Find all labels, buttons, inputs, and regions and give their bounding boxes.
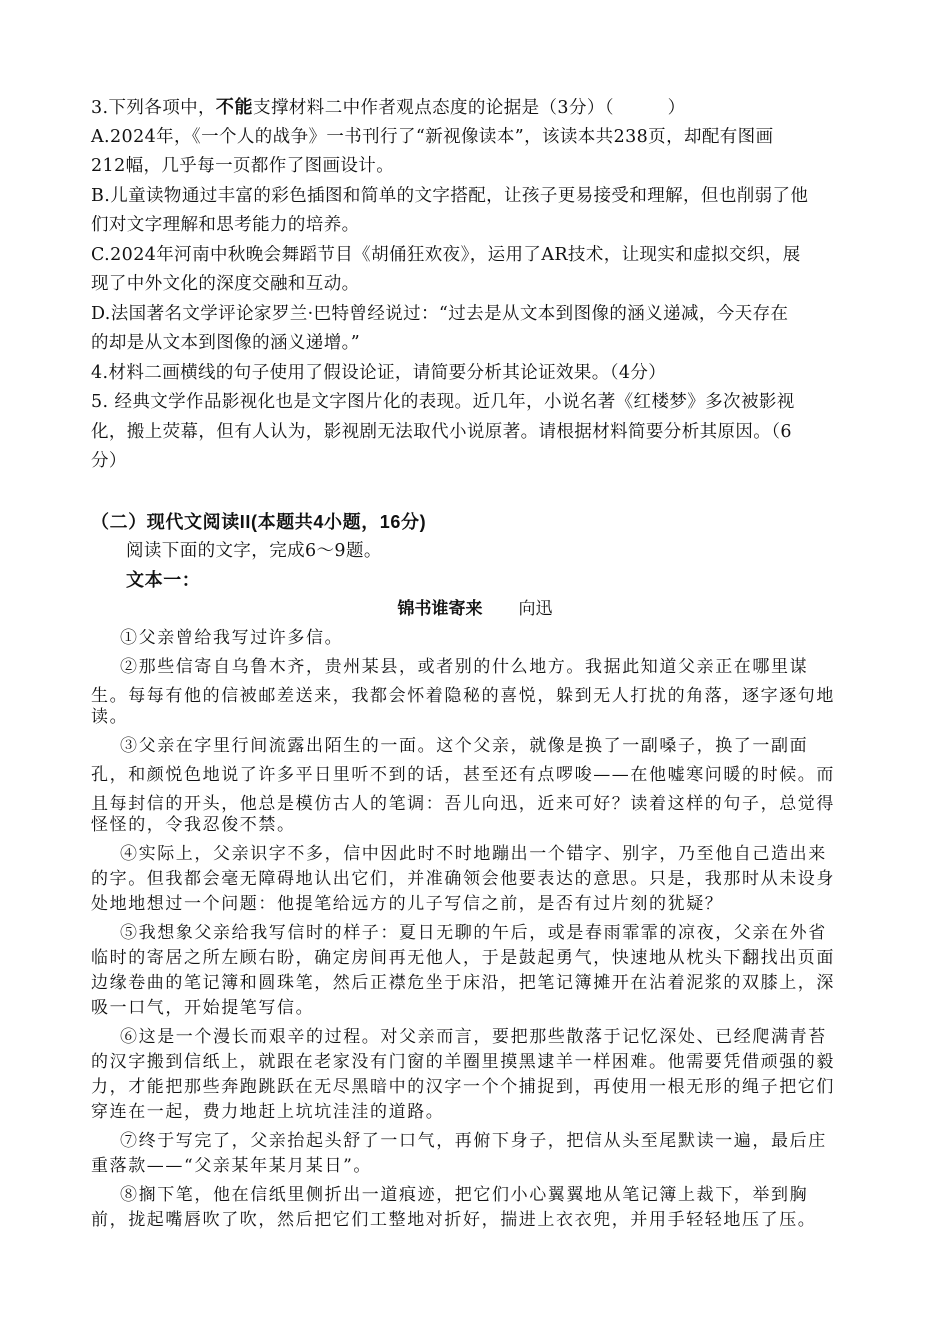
- paragraph-8-cont-1: 前，拢起嘴唇吹了吹，然后把它们工整地对折好，揣进上衣衣兜，并用手轻轻地压了压。: [91, 1210, 817, 1230]
- paragraph-6-cont-1: 的汉字搬到信纸上，就跟在老家没有门窗的羊圈里摸黑逮羊一样困难。他需要凭借顽强的毅: [91, 1052, 835, 1072]
- passage-title-line: [0, 596, 950, 622]
- question-3-option-b-cont: 们对文字理解和思考能力的培养。: [91, 215, 360, 235]
- paragraph-2-cont-1: 生。每每有他的信被邮差送来，我都会怀着隐秘的喜悦，躲到无人打扰的角落，逐字逐句地: [91, 686, 835, 706]
- paragraph-5: ⑤我想象父亲给我写信时的样子：夏日无聊的午后，或是春雨霏霏的凉夜，父亲在外省: [120, 923, 827, 943]
- question-5: 5. 经典文学作品影视化也是文字图片化的表现。近几年，小说名著《红楼梦》多次被影视: [91, 392, 795, 412]
- question-3-stem: [91, 94, 686, 121]
- paragraph-4-cont-2: 处地地想过一个问题：他提笔给远方的儿子写信之前，是否有过片刻的犹疑？: [91, 894, 724, 914]
- passage-title: 锦书谁寄来: [397, 599, 483, 619]
- question-3-prefix: 3.下列各项中，: [91, 98, 216, 118]
- section-heading: （二）现代文阅读II(本题共4小题，16分): [91, 512, 427, 532]
- paragraph-6-cont-3: 穿连在一起，费力地赶上坑坑洼洼的道路。: [91, 1102, 445, 1122]
- question-3-suffix: 支撑材料二中作者观点态度的论据是（3分）（ ）: [253, 98, 686, 118]
- question-3-option-d-cont: 的却是从文本到图像的涵义递增。”: [91, 333, 361, 353]
- question-3-option-d: D.法国著名文学评论家罗兰·巴特曾经说过：“过去是从文本到图像的涵义递减，今天存在: [91, 304, 789, 324]
- paragraph-7-cont-1: 重落款——“父亲某年某月某日”。: [91, 1156, 372, 1176]
- question-5-cont-1: 化，搬上荧幕，但有人认为，影视剧无法取代小说原著。请根据材料简要分析其原因。（6: [91, 422, 792, 442]
- section-instruction: 阅读下面的文字，完成6～9题。: [126, 541, 382, 561]
- question-3-option-a-cont: 212幅，几乎每一页都作了图画设计。: [91, 156, 395, 176]
- question-3-option-a: A.2024年，《一个人的战争》一书刊行了“新视像读本”，该读本共238页，却配有图画: [91, 127, 774, 147]
- paragraph-2: ②那些信寄自乌鲁木齐，贵州某县，或者别的什么地方。我据此知道父亲正在哪里谋: [120, 657, 809, 677]
- paragraph-6-cont-2: 力，才能把那些奔跑跳跃在无尽黑暗中的汉字一个个捕捉到，再使用一根无形的绳子把它们: [91, 1077, 835, 1097]
- paragraph-5-cont-3: 吸一口气，开始提笔写信。: [91, 998, 315, 1018]
- passage-author: 向迅: [518, 599, 553, 619]
- paragraph-1: ①父亲曾给我写过许多信。: [120, 628, 344, 648]
- paragraph-3: ③父亲在字里行间流露出陌生的一面。这个父亲，就像是换了一副嗓子，换了一副面: [120, 736, 809, 756]
- paragraph-4: ④实际上，父亲识字不多，信中因此时不时地蹦出一个错字、别字，乃至他自己造出来: [120, 844, 827, 864]
- paragraph-7: ⑦终于写完了，父亲抬起头舒了一口气，再俯下身子，把信从头至尾默读一遍，最后庄: [120, 1131, 827, 1151]
- paragraph-3-cont-1: 孔，和颜悦色地说了许多平日里听不到的话，甚至还有点啰唆——在他嘘寒问暖的时候。而: [91, 765, 835, 785]
- paragraph-5-cont-2: 边缘卷曲的笔记簿和圆珠笔，然后正襟危坐于床沿，把笔记簿摊开在沾着泥浆的双膝上，深: [91, 973, 835, 993]
- question-3-option-c: C.2024年河南中秋晚会舞蹈节目《胡俑狂欢夜》，运用了AR技术，让现实和虚拟交织，展: [91, 245, 801, 265]
- text-label: 文本一：: [126, 570, 201, 590]
- paragraph-8: ⑧搁下笔，他在信纸里侧折出一道痕迹，把它们小心翼翼地从笔记簿上裁下，举到胸: [120, 1185, 809, 1205]
- question-3-emphasis: 不能: [215, 97, 254, 117]
- question-3-option-b: B.儿童读物通过丰富的彩色插图和简单的文字搭配，让孩子更易接受和理解，但也削弱了他: [91, 186, 809, 206]
- paragraph-3-cont-2: 且每封信的开头，他总是模仿古人的笔调：吾儿向迅，近来可好？读着这样的句子，总觉得: [91, 794, 835, 814]
- paragraph-4-cont-1: 的字。但我都会毫无障碍地认出它们，并准确领会他要表达的意思。只是，我那时从未设身: [91, 869, 835, 889]
- question-5-cont-2: 分）: [91, 451, 127, 471]
- paragraph-6: ⑥这是一个漫长而艰辛的过程。对父亲而言，要把那些散落于记忆深处、已经爬满青苔: [120, 1027, 827, 1047]
- paragraph-2-cont-2: 读。: [91, 707, 129, 727]
- question-4: 4.材料二画横线的句子使用了假设论证，请简要分析其论证效果。（4分）: [91, 363, 667, 383]
- paragraph-3-cont-3: 怪怪的，令我忍俊不禁。: [91, 815, 296, 835]
- question-3-option-c-cont: 现了中外文化的深度交融和互动。: [91, 274, 360, 294]
- paragraph-5-cont-1: 临时的寄居之所左顾右盼，确定房间再无他人，于是鼓起勇气，快速地从枕头下翻找出页面: [91, 948, 835, 968]
